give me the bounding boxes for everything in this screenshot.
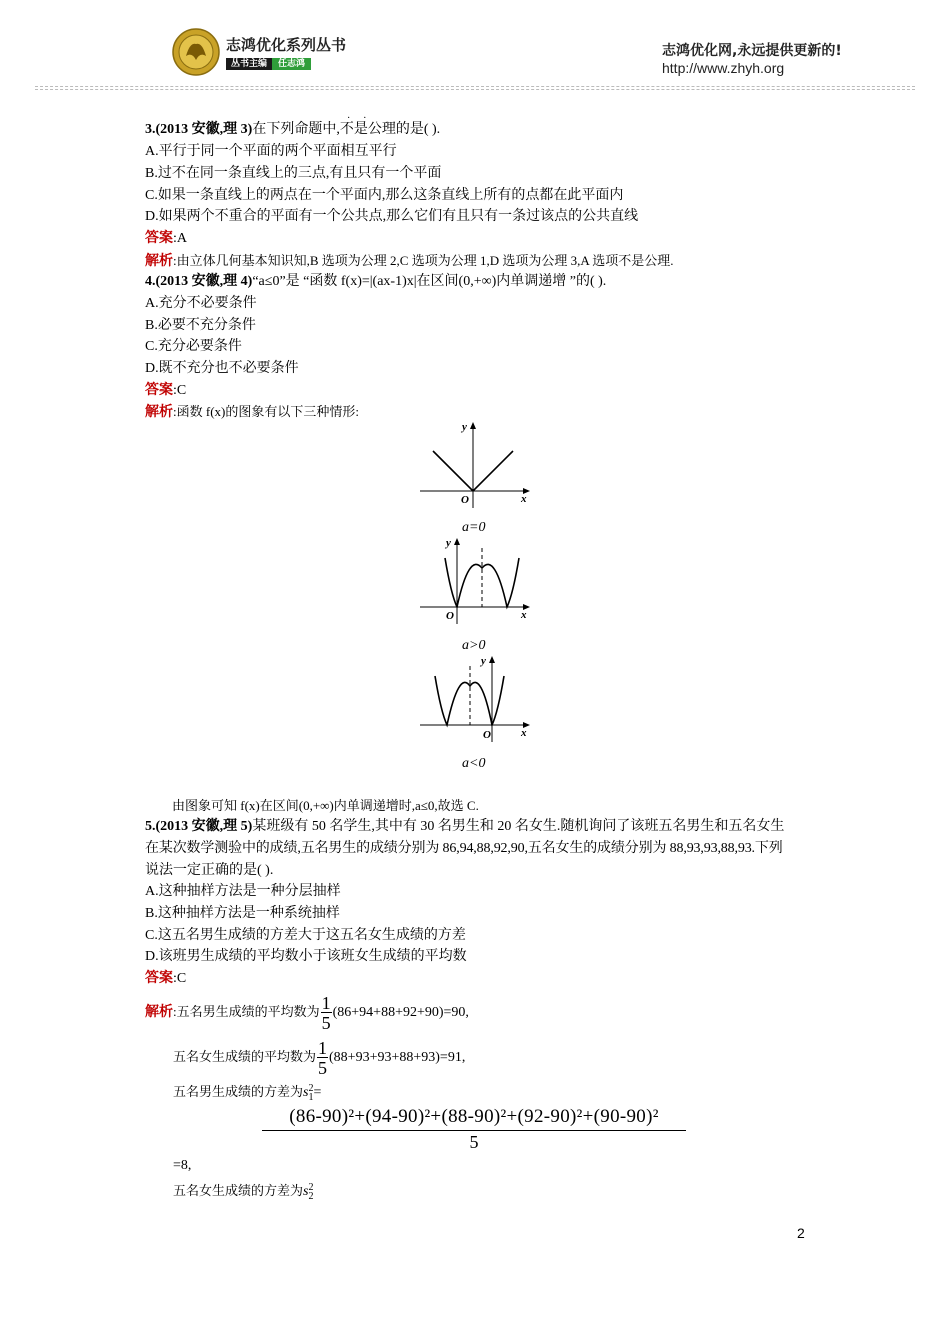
q5-var-male	[173, 1083, 321, 1102]
mean-female-expr: (88+93+93+88+93)=91,	[329, 1050, 466, 1065]
q4-stem	[145, 273, 606, 291]
q5-mean-male	[145, 990, 469, 1035]
fraction-numerator: 1	[318, 1037, 328, 1058]
q4-option-d: D.既不充分也不必要条件	[145, 361, 299, 376]
q3-stem-pre: 在下列命题中,	[252, 122, 340, 137]
q5-var-male-result: =8,	[173, 1158, 192, 1173]
q4-option-b: B.必要不充分条件	[145, 318, 256, 333]
q5-option-d: D.该班男生成绩的平均数小于该班女生成绩的平均数	[145, 949, 467, 964]
analysis-label: 解析	[145, 405, 173, 420]
axis-y-label: y	[462, 421, 467, 433]
q4-stem-text: “a≤0”是 “函数 f(x)=|(ax-1)x|在区间(0,+∞)内单调递增 ”的( ).	[252, 274, 607, 289]
fraction-denominator: 5	[318, 1057, 328, 1078]
analysis-label: 解析	[145, 254, 173, 269]
mean-male-label: :五名男生成绩的平均数为	[173, 1004, 320, 1019]
q3-source: .(2013 安徽,理 3)	[152, 122, 253, 137]
q3-analysis	[145, 252, 674, 271]
q5-var-female	[173, 1182, 313, 1201]
fraction-one-fifth	[317, 1039, 328, 1078]
q4-conclusion: 由图象可知 f(x)在区间(0,+∞)内单调递增时,a≤0,故选 C.	[172, 798, 479, 813]
var-male-sup: 2	[308, 1083, 314, 1095]
emphasis-dots: · ·	[347, 113, 373, 124]
var-male-sub: 1	[308, 1092, 314, 1104]
graph-caption-a-zero: a=0	[462, 520, 486, 535]
q4-option-c: C.充分必要条件	[145, 339, 242, 354]
origin-label: O	[461, 494, 469, 506]
analysis-text: :函数 f(x)的图象有以下三种情形:	[173, 404, 359, 419]
answer-label: 答案	[145, 971, 173, 986]
q3-option-c: C.如果一条直线上的两点在一个平面内,那么这条直线上所有的点都在此平面内	[145, 188, 624, 203]
q4-analysis	[145, 403, 359, 422]
mean-male-expr: (86+94+88+92+90)=90,	[332, 1005, 469, 1020]
editor-label: 丛书主编	[226, 58, 272, 70]
var-female-label: 五名女生成绩的方差为	[173, 1183, 304, 1198]
logo-seal-icon	[172, 28, 220, 76]
var-male-eq: =	[313, 1085, 322, 1100]
graph-caption-a-positive: a>0	[462, 638, 486, 653]
q5-source: .(2013 安徽,理 5)	[152, 819, 253, 834]
fraction-denominator: 5	[321, 1012, 331, 1033]
q5-stem-text: 某班级有 50 名学生,其中有 30 名男生和 20 名女生.随机询问了该班五名男生和五名女生	[252, 819, 785, 834]
header-slogan: 志鸿优化网,永远提供更新的!	[662, 43, 842, 59]
header-url[interactable]: http://www.zhyh.org	[662, 60, 785, 76]
q3-option-a: A.平行于同一个平面的两个平面相互平行	[145, 144, 397, 159]
answer-label: 答案	[145, 383, 173, 398]
series-title: 志鸿优化系列丛书	[226, 36, 347, 54]
fraction-numerator: 1	[321, 992, 331, 1013]
q3-stem	[145, 121, 440, 139]
q5-stem-line-1	[145, 818, 784, 836]
q3-option-d: D.如果两个不重合的平面有一个公共点,那么它们有且只有一条过该点的公共直线	[145, 209, 639, 224]
q4-number: 4	[145, 274, 152, 289]
analysis-label: 解析	[145, 1005, 173, 1020]
q5-mean-female	[173, 1035, 465, 1080]
q5-option-a: A.这种抽样方法是一种分层抽样	[145, 884, 341, 899]
graph-a-negative	[415, 652, 535, 744]
axis-y-label: y	[481, 655, 486, 667]
variance-fraction	[262, 1104, 686, 1153]
editor-badge	[226, 58, 311, 70]
analysis-text: :由立体几何基本知识知,B 选项为公理 2,C 选项为公理 1,D 选项为公理 3,A 选项不是公理.	[173, 253, 674, 268]
var-female-sup: 2	[308, 1182, 314, 1194]
q4-answer	[145, 382, 186, 400]
header-logo	[172, 28, 220, 76]
q3-answer	[145, 230, 187, 248]
answer-value: :C	[173, 383, 187, 398]
variance-denominator: 5	[469, 1132, 479, 1152]
answer-value: :C	[173, 971, 187, 986]
header-divider-2	[35, 89, 915, 90]
q5-number: 5	[145, 819, 152, 834]
q3-number: 3	[145, 122, 152, 137]
q3-stem-post: 公理的是( ).	[367, 122, 441, 137]
q4-option-a: A.充分不必要条件	[145, 296, 257, 311]
mean-female-label: 五名女生成绩的平均数为	[173, 1049, 317, 1064]
q5-stem-line-2: 在某次数学测验中的成绩,五名男生的成绩分别为 86,94,88,92,90,五名女生的成绩分别为 88,93,93,88,93.下列	[145, 841, 783, 856]
graph-a-positive	[415, 534, 535, 626]
axis-y-label: y	[446, 537, 451, 549]
var-male-symbol: s	[303, 1085, 309, 1100]
graph-a-zero	[415, 418, 535, 510]
var-female-symbol: s	[303, 1184, 309, 1199]
graph-caption-a-negative: a<0	[462, 756, 486, 771]
var-male-label: 五名男生成绩的方差为	[173, 1084, 304, 1099]
fraction-one-fifth	[321, 994, 332, 1033]
axis-x-label: x	[521, 727, 527, 739]
q3-option-b: B.过不在同一条直线上的三点,有且只有一个平面	[145, 166, 442, 181]
q5-option-c: C.这五名男生成绩的方差大于这五名女生成绩的方差	[145, 928, 466, 943]
axis-x-label: x	[521, 493, 527, 505]
page-number: 2	[797, 1225, 805, 1241]
q5-answer	[145, 970, 186, 988]
q3-stem-emphasis: 不是	[339, 122, 368, 137]
answer-value: :A	[173, 231, 187, 246]
editor-name: 任志鸿	[272, 58, 311, 70]
var-female-sub: 2	[308, 1191, 314, 1203]
answer-label: 答案	[145, 231, 173, 246]
q5-stem-line-3: 说法一定正确的是( ).	[145, 863, 274, 878]
axis-x-label: x	[521, 609, 527, 621]
header-divider	[35, 86, 915, 87]
variance-numerator: (86-90)²+(94-90)²+(88-90)²+(92-90)²+(90-90)²	[262, 1104, 686, 1131]
q4-source: .(2013 安徽,理 4)	[152, 274, 253, 289]
q5-option-b: B.这种抽样方法是一种系统抽样	[145, 906, 340, 921]
origin-label: O	[483, 729, 491, 741]
origin-label: O	[446, 610, 454, 622]
